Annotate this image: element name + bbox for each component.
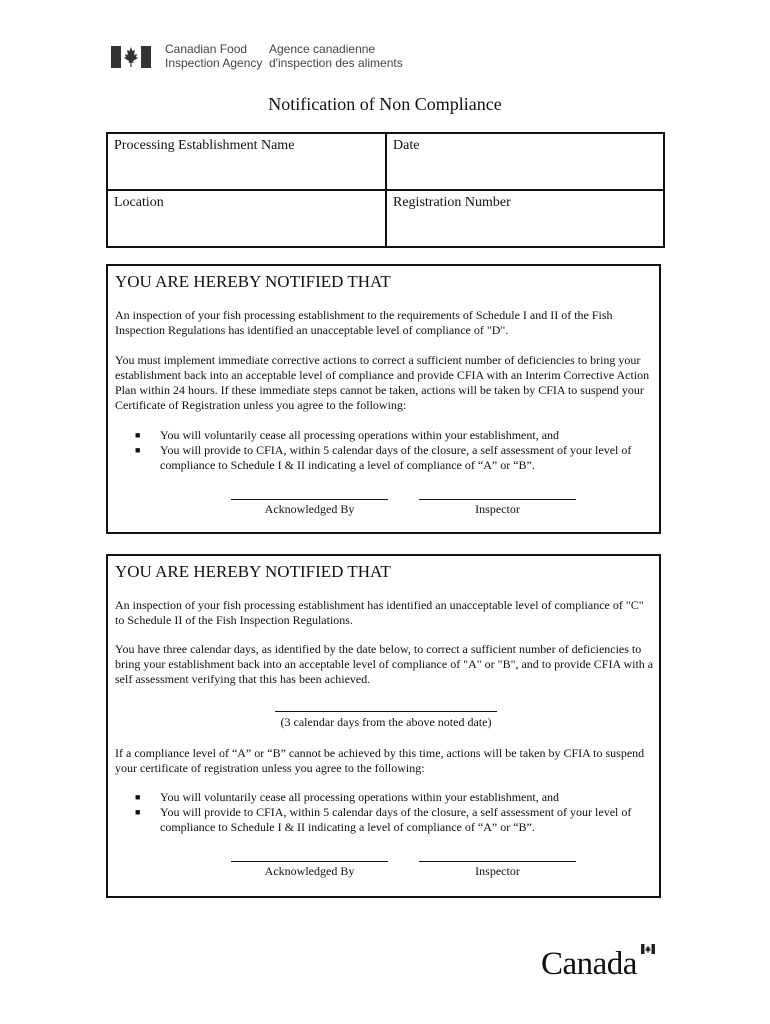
inspector-label: Inspector <box>475 864 520 878</box>
location-field[interactable] <box>108 191 385 246</box>
establishment-name-label: Processing Establishment Name <box>114 138 295 153</box>
section-paragraph: You have three calendar days, as identified by the date below, to correct a sufficient number of deficiencies to bring your establishment back into an acceptable level of compliance of "A" or "B", and to provide CFIA with a self assessment verifying that this has been achieved. <box>115 642 654 686</box>
section-paragraph: An inspection of your fish processing establishment has identified an unacceptable level of compliance of "C" to Schedule II of the Fish Inspection Regulations. <box>115 598 644 627</box>
section-paragraph: An inspection of your fish processing establishment to the requirements of Schedule I and II of the Fish Inspection Regulations has identified an unacceptable level of compliance of "D". <box>115 308 613 337</box>
date-note: (3 calendar days from the above noted date) <box>280 715 492 729</box>
date-field[interactable] <box>387 134 663 189</box>
agency-name-en: Canadian Food Inspection Agency <box>165 42 263 70</box>
page-title: Notification of Non Compliance <box>268 94 502 114</box>
wordmark-flag-icon <box>641 944 655 954</box>
bullet-list <box>108 790 656 835</box>
location-label: Location <box>114 195 164 210</box>
inspector-signature-line[interactable] <box>419 499 576 500</box>
establishment-name-field[interactable] <box>108 134 385 189</box>
acknowledged-signature-line[interactable] <box>231 861 388 862</box>
canada-wordmark: Canada <box>541 946 637 982</box>
section-paragraph: You must implement immediate corrective actions to correct a sufficient number of deficiencies to bring your establishment back into an acceptable level of compliance and provide CFIA with an Interim Corrective Action Plan within 24 hours. If these immediate steps cannot be taken, actions will be taken by CFIA to suspend your Certificate of Registration unless you agree to the following: <box>115 353 650 412</box>
inspector-signature-line[interactable] <box>419 861 576 862</box>
list-item: ■ You will voluntarily cease all processing operations within your establishment, and <box>135 428 560 442</box>
notice-section-c <box>106 554 661 898</box>
notice-section-d <box>106 264 661 534</box>
date-label: Date <box>393 138 420 153</box>
list-item: ■ You will provide to CFIA, within 5 calendar days of the closure, a self assessment of your level of compliance to Schedule I & II indicating a level of compliance of “A” or “B”. <box>135 805 632 834</box>
canada-flag-icon <box>111 46 151 68</box>
bullet-list <box>108 428 656 473</box>
registration-number-field[interactable] <box>387 191 663 246</box>
inspector-label: Inspector <box>475 502 520 516</box>
section-heading: YOU ARE HEREBY NOTIFIED THAT <box>115 272 391 291</box>
list-item: ■ You will voluntarily cease all processing operations within your establishment, and <box>135 790 560 804</box>
info-grid <box>106 132 665 248</box>
acknowledged-by-label: Acknowledged By <box>264 864 355 878</box>
section-paragraph: If a compliance level of “A” or “B” cannot be achieved by this time, actions will be taken by CFIA to suspend your certificate of registration unless you agree to the following: <box>115 746 645 775</box>
agency-name-fr: Agence canadienne d'inspection des aliments <box>269 42 403 70</box>
acknowledged-signature-line[interactable] <box>231 499 388 500</box>
list-item: ■ You will provide to CFIA, within 5 calendar days of the closure, a self assessment of your level of compliance to Schedule I & II indicating a level of compliance of “A” or “B”. <box>135 443 632 472</box>
date-signature-line[interactable] <box>275 711 497 712</box>
section-heading: YOU ARE HEREBY NOTIFIED THAT <box>115 562 391 581</box>
registration-number-label: Registration Number <box>393 195 511 210</box>
acknowledged-by-label: Acknowledged By <box>264 502 355 516</box>
